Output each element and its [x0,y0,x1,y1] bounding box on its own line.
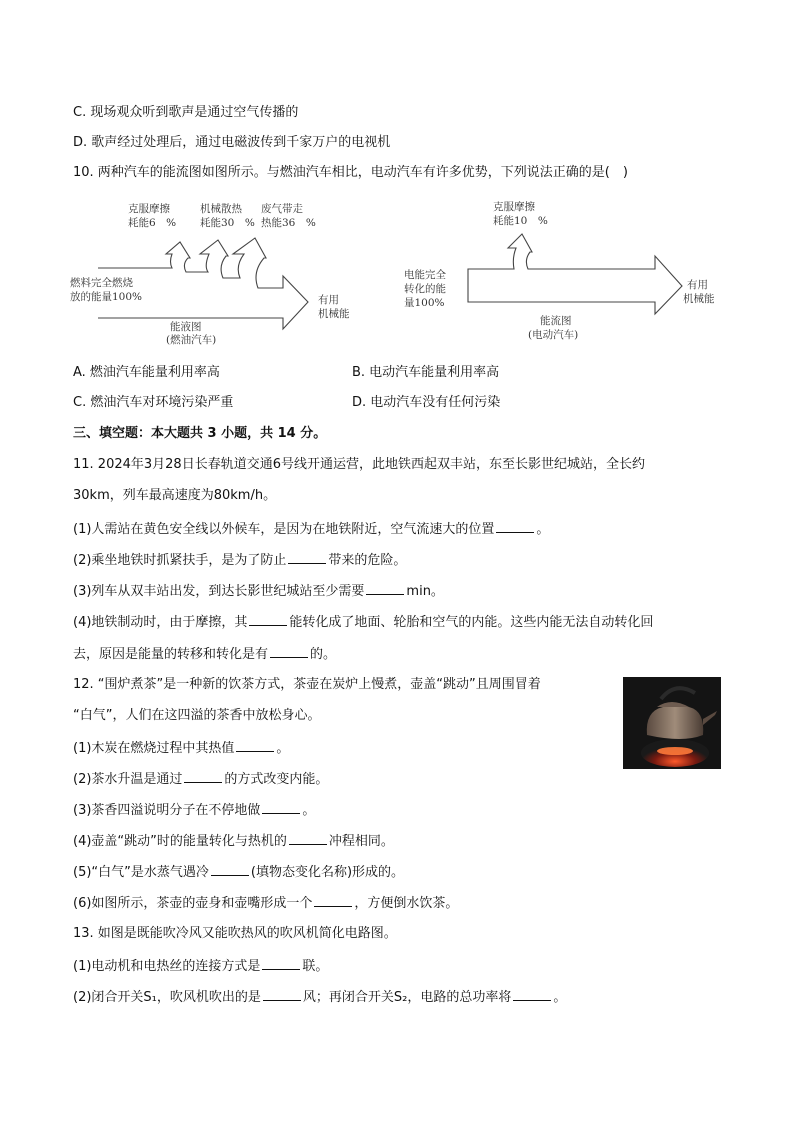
electric-input-line3: 量100% [404,297,445,309]
electric-input-line2: 转化的能 [404,283,446,295]
q12-part3 [73,800,315,820]
electric-loss1-line1: 克服摩擦 [493,201,535,213]
q12-part5-text: (5)“白气”是水蒸气遇冷 [73,865,209,880]
electric-output-line1: 有用 [687,279,708,291]
q13-part1-text: (1)电动机和电热丝的连接方式是 [73,959,261,974]
q13-part1-end: 联。 [302,959,329,974]
q12-stem-line1: 12. “围炉煮茶”是一种新的饮茶方式，茶壶在炭炉上慢煮，壶盖“跳动”且周围冒着 [73,677,541,692]
answer-blank[interactable] [289,831,327,845]
q10-option-b[interactable]: B. 电动汽车能量利用率高 [352,365,500,380]
q12-part2 [73,769,328,789]
q11-stem-line1: 11. 2024年3月28日长春轨道交通6号线开通运营，此地铁西起双丰站，东至长影世纪城站，全长约 [73,457,645,472]
q12-part6 [73,893,458,913]
section-3-heading: 三、填空题：本大题共 3 小题，共 14 分。 [73,426,327,441]
fuel-input-line2: 放的能量100% [70,291,143,303]
answer-blank[interactable] [263,987,301,1001]
teapot-on-stove-photo [623,677,721,769]
q11-part4b-text: 去，原因是能量的转移和转化是有 [73,647,269,662]
fuel-output-label [316,290,366,326]
answer-blank[interactable] [366,581,404,595]
electric-output-line2: 机械能 [683,293,715,305]
answer-blank[interactable] [513,987,551,1001]
q13-part2-text: (2)闭合开关S₁，吹风机吹出的是 [73,990,261,1005]
q11-stem-line2: 30km，列车最高速度为80km/h。 [73,488,277,503]
answer-blank[interactable] [288,550,326,564]
fuel-loss1-line2: 耗能6 % [128,217,177,229]
q11-part3-text: (3)列车从双丰站出发，到达长影世纪城站至少需要 [73,584,365,599]
electric-car-energy-diagram [400,196,730,348]
fuel-loss3-line1: 废气带走 [261,203,303,215]
q9-option-d: D. 歌声经过处理后，通过电磁波传到千家万户的电视机 [73,135,391,150]
q10-option-a[interactable]: A. 燃油汽车能量利用率高 [73,365,220,380]
q11-part4b-end: 的。 [310,647,337,662]
fuel-caption-line1: 能液图 [170,321,202,333]
fuel-output-line1: 有用 [318,294,339,306]
q13-stem: 13. 如图是既能吹冷风又能吹热风的吹风机简化电路图。 [73,926,397,941]
q11-part1-end: 。 [536,522,550,537]
answer-blank[interactable] [314,893,352,907]
fuel-loss2-line1: 机械散热 [200,203,242,215]
q11-part4-text: (4)地铁制动时，由于摩擦，其 [73,615,248,630]
q12-part4-text: (4)壶盖“跳动”时的能量转化与热机的 [73,834,287,849]
q12-part6-end: ，方便倒水饮茶。 [354,896,459,911]
q10-stem: 10. 两种汽车的能流图如图所示。与燃油汽车相比，电动汽车有许多优势，下列说法正确的是( ) [73,165,628,180]
answer-blank[interactable] [211,862,249,876]
q11-part4 [73,612,653,632]
electric-loss1-line2: 耗能10 % [493,215,548,227]
q13-part2-mid: 风；再闭合开关S₂，电路的总功率将 [302,990,512,1005]
fuel-loss1-line1: 克服摩擦 [128,203,170,215]
q10-option-d[interactable]: D. 电动汽车没有任何污染 [352,395,501,410]
fuel-output-line2: 机械能 [318,308,350,320]
q12-stem-line2: “白气”，人们在这四溢的茶香中放松身心。 [73,708,321,723]
q9-option-c: C. 现场观众听到歌声是通过空气传播的 [73,105,299,120]
q13-part2 [73,987,566,1007]
q12-part4 [73,831,394,851]
q11-part4-end: 能转化成了地面、轮胎和空气的内能。这些内能无法自动转化回 [289,615,654,630]
q12-part2-end: 的方式改变内能。 [224,772,329,787]
q12-part1-end: 。 [276,741,290,756]
q10-option-c[interactable]: C. 燃油汽车对环境污染严重 [73,395,234,410]
q11-part3-end: min。 [406,584,444,599]
q11-part2 [73,550,406,570]
q12-part3-text: (3)茶香四溢说明分子在不停地做 [73,803,261,818]
q11-part2-end: 带来的危险。 [328,553,407,568]
electric-input-line1: 电能完全 [404,269,446,281]
answer-blank[interactable] [249,612,287,626]
fuel-input-line1: 燃料完全燃烧 [70,277,133,289]
q12-part1-text: (1)木炭在燃烧过程中其热值 [73,741,235,756]
q12-part4-end: 冲程相同。 [328,834,394,849]
q12-part5 [73,862,404,882]
electric-caption-line1: 能流图 [540,315,572,327]
q11-part2-text: (2)乘坐地铁时抓紧扶手，是为了防止 [73,553,287,568]
q11-part1-text: (1)人需站在黄色安全线以外候车，是因为在地铁附近，空气流速大的位置 [73,522,495,537]
answer-blank[interactable] [236,738,274,752]
electric-caption-line2: (电动汽车) [528,329,579,341]
q11-part3 [73,581,444,601]
answer-blank[interactable] [496,519,534,533]
q13-part2-end: 。 [553,990,567,1005]
q12-part5-end: (填物态变化名称)形成的。 [250,865,405,880]
q12-part2-text: (2)茶水升温是通过 [73,772,183,787]
answer-blank[interactable] [270,644,308,658]
answer-blank[interactable] [262,956,300,970]
fuel-loss3-line2: 热能36 % [261,217,316,229]
fuel-loss2-line2: 耗能30 % [200,217,255,229]
q12-part1 [73,738,289,758]
answer-blank[interactable] [262,800,300,814]
q13-part1 [73,956,328,976]
q12-part6-text: (6)如图所示，茶壶的壶身和壶嘴形成一个 [73,896,313,911]
q11-part1 [73,519,549,539]
fuel-caption-line2: (燃油汽车) [166,334,217,346]
q11-part4-cont [73,644,336,664]
q12-part3-end: 。 [302,803,316,818]
answer-blank[interactable] [184,769,222,783]
